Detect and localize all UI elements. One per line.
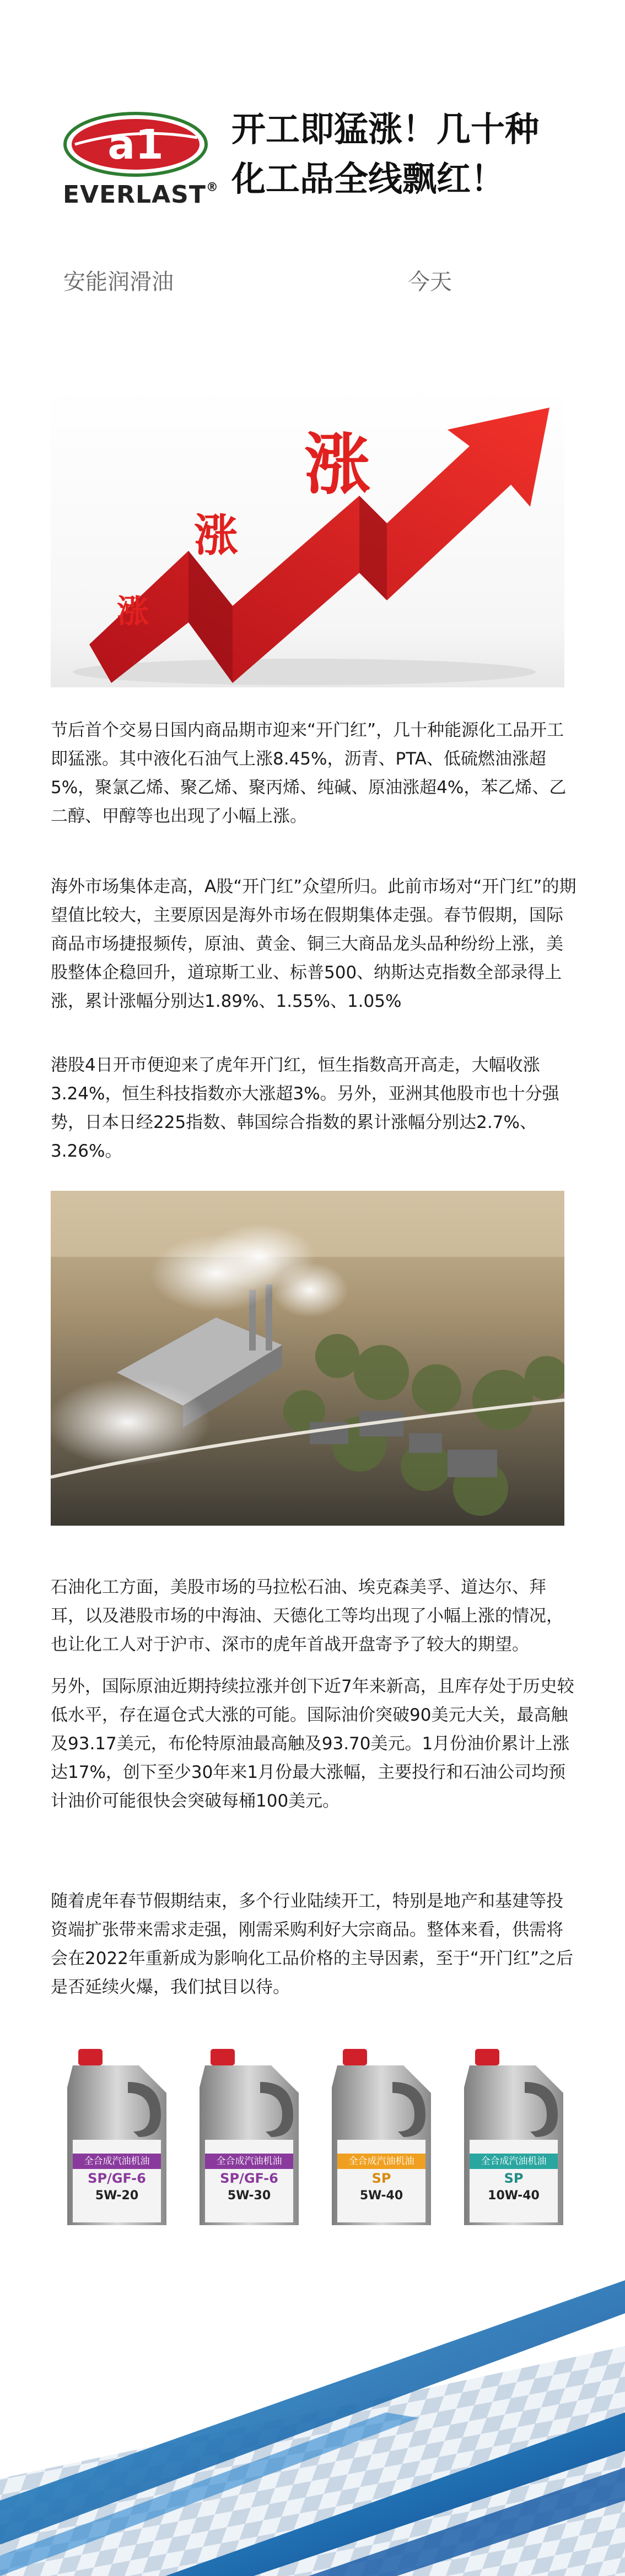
hero-word-small: 涨 [117, 593, 149, 630]
paragraph-4: 石油化工方面，美股市场的马拉松石油、埃克森美孚、道达尔、拜耳，以及港股市场的中海油、天德化工等均出现了小幅上涨的情况，也让化工人对于沪市、深市的虎年首战开盘寄予了较大的期望。 [51, 1577, 563, 1655]
product-card-3 [337, 2154, 425, 2204]
paragraph-3: 港股4日开市便迎来了虎年开门红，恒生指数高开高走，大幅收涨3.24%，恒生科技指数亦大涨超3%。另外，亚洲其他股市也十分强势，日本日经225指数、韩国综合指数的累计涨幅分别达2.7%、3.26%。 [51, 1055, 559, 1161]
product-grade: SP [504, 2171, 524, 2186]
product-card-4 [470, 2154, 558, 2204]
title-line-2: 化工品全线飘红！ [231, 159, 505, 199]
product-viscosity: 10W-40 [488, 2189, 540, 2203]
product-label: 全合成汽油机油 [337, 2154, 425, 2169]
bottom-decoration [0, 2269, 625, 2576]
product-viscosity: 5W-40 [359, 2189, 403, 2203]
product-viscosity: 5W-30 [227, 2189, 271, 2203]
product-card-1 [73, 2154, 161, 2204]
article-title [231, 105, 595, 204]
article-author[interactable]: 安能润滑油 [63, 269, 174, 295]
registered-mark: ® [206, 181, 219, 194]
paragraph-2: 海外市场集体走高，A股“开门红”众望所归。此前市场对“开门红”的期望值比较大，主要原因是海外市场在假期集体走强。春节假期，国际商品市场捷报频传，原油、黄金、铜三大商品龙头品种纷纷上涨，美股整体企稳回升，道琼斯工业、标普500、纳斯达克指数全部录得上涨，累计涨幅分别达1.89%、1.55%、1.05% [51, 877, 576, 1011]
product-grade: SP/GF-6 [220, 2171, 278, 2186]
product-lineup [51, 2049, 580, 2231]
rising-arrow-icon [51, 386, 564, 687]
hero-word-mid: 涨 [194, 510, 238, 561]
product-grade: SP/GF-6 [88, 2171, 146, 2186]
paragraph-5: 另外，国际原油近期持续拉涨并创下近7年来新高，且库存处于历史较低水平，存在逼仓式大涨的可能。国际油价突破90美元大关，最高触及93.17美元，布伦特原油最高触及93.70美元。1月份油价累计上涨达17%，创下至少30年来1月份最大涨幅，主要投行和石油公司均预计油价可能很快会突破每桶100美元。 [51, 1677, 574, 1811]
product-label: 全合成汽油机油 [73, 2154, 161, 2169]
product-label: 全合成汽油机油 [205, 2154, 293, 2169]
logo-text: EVERLAST [63, 181, 206, 209]
hero-word-large: 涨 [304, 427, 370, 503]
checkered-flag-icon [0, 2269, 625, 2576]
product-grade: SP [371, 2171, 391, 2186]
everlast-logo [53, 110, 218, 215]
hero-image-rising-arrow [51, 386, 564, 687]
paragraph-6: 随着虎年春节假期结束，多个行业陆续开工，特别是地产和基建等投资端扩张带来需求走强，刚需采购利好大宗商品。整体来看，供需将会在2022年重新成为影响化工品价格的主导因素，至于“开门红”之后是否延续火爆，我们拭目以待。 [51, 1891, 574, 1997]
paragraph-1: 节后首个交易日国内商品期市迎来“开门红”，几十种能源化工品开工即猛涨。其中液化石油气上涨8.45%，沥青、PTA、低硫燃油涨超5%，聚氯乙烯、聚乙烯、聚丙烯、纯碱、原油涨超4%，苯乙烯、乙二醇、甲醇等也出现了小幅上涨。 [51, 720, 567, 826]
factory-icon [51, 1191, 564, 1526]
product-viscosity: 5W-20 [95, 2189, 139, 2203]
title-line-1: 开工即猛涨！几十种 [231, 109, 540, 149]
product-label: 全合成汽油机油 [470, 2154, 558, 2169]
article-date: 今天 [408, 269, 452, 295]
factory-aerial-photo [51, 1191, 564, 1526]
logo-mark-text: a1 [107, 121, 164, 169]
product-card-2 [205, 2154, 293, 2204]
